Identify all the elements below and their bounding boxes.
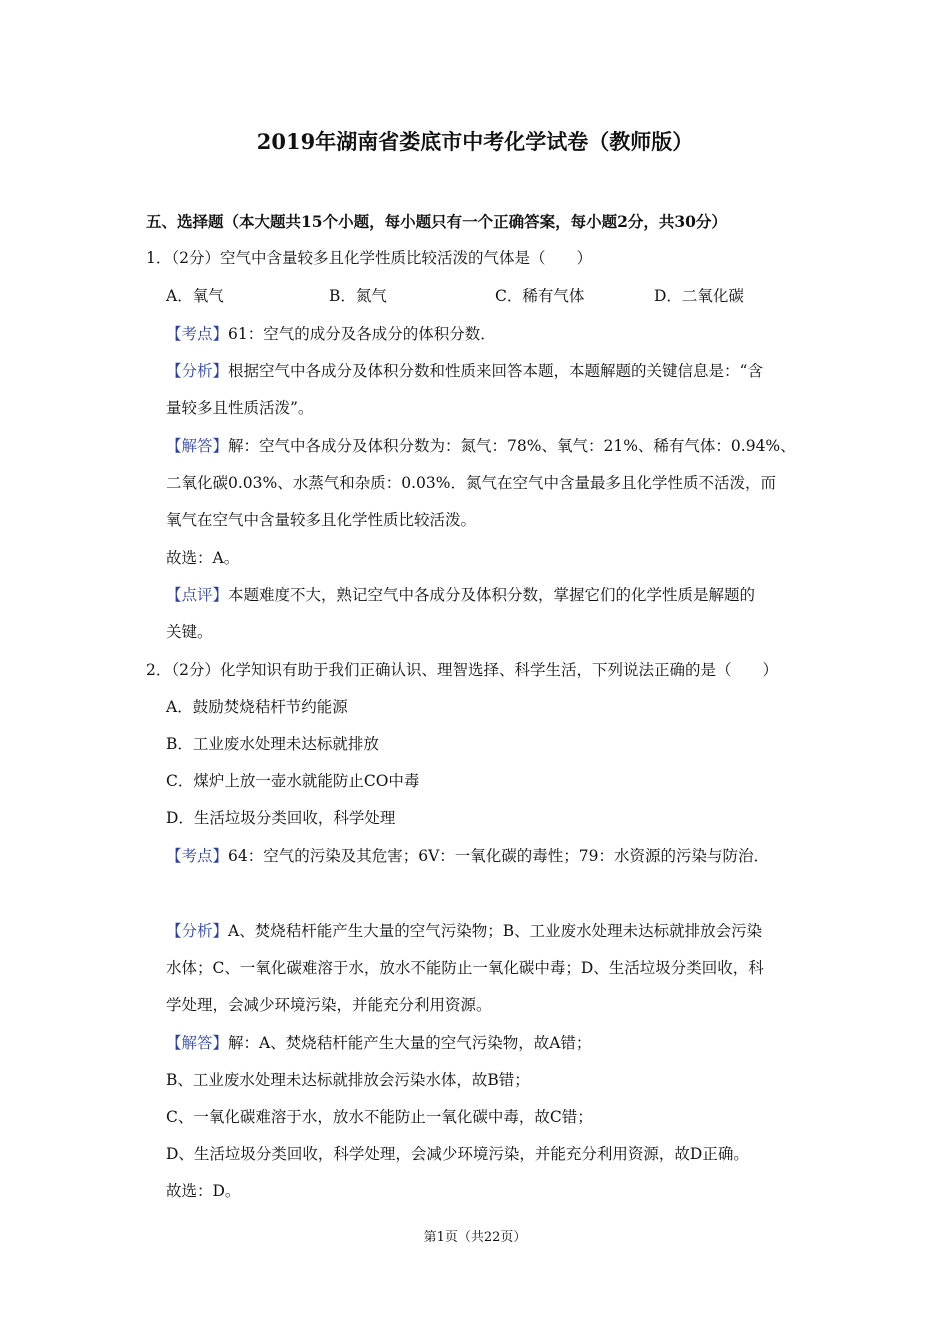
q1-jieda-line2: 二氧化碳0.03%、水蒸气和杂质：0.03%．氮气在空气中含量最多且化学性质不活泼，而 — [166, 474, 776, 492]
q2-option-a: A．鼓励焚烧秸杆节约能源 — [166, 698, 348, 716]
page-footer: 第1页（共22页） — [423, 1230, 527, 1245]
q2-fenxi-line2: 水体；C、一氧化碳难溶于水，放水不能防止一氧化碳中毒；D、生活垃圾分类回收，科 — [166, 959, 764, 977]
q2-answer: 故选：D。 — [166, 1182, 241, 1200]
q1-fenxi-line2: 量较多且性质活泼”。 — [166, 399, 314, 417]
q1-option-c: C．稀有气体 — [495, 287, 585, 305]
section-heading: 五、选择题（本大题共15个小题，每小题只有一个正确答案，每小题2分，共30分） — [146, 212, 727, 231]
jieda-tag: 【解答】 — [166, 1034, 229, 1052]
q1-dianping — [166, 585, 755, 605]
q2-stem: 2．（2分）化学知识有助于我们正确认识、理智选择、科学生活，下列说法正确的是（ ） — [146, 661, 778, 679]
q1-fenxi — [166, 361, 763, 381]
fenxi-tag: 【分析】 — [166, 922, 229, 940]
q2-option-d: D．生活垃圾分类回收，科学处理 — [166, 809, 396, 827]
q2-jieda-line4: D、生活垃圾分类回收，科学处理，会减少环境污染，并能充分利用资源，故D正确。 — [166, 1145, 749, 1163]
q1-option-d: D．二氧化碳 — [654, 287, 744, 305]
dianping-tag: 【点评】 — [166, 586, 229, 604]
q1-option-b: B．氮气 — [329, 287, 387, 305]
q2-kaodian — [166, 846, 769, 866]
q2-jieda — [166, 1033, 591, 1053]
jieda-text: 解：A、焚烧秸杆能产生大量的空气污染物，故A错； — [228, 1034, 592, 1052]
jieda-tag: 【解答】 — [166, 437, 229, 455]
q2-fenxi — [166, 921, 762, 941]
q2-jieda-line3: C、一氧化碳难溶于水，放水不能防止一氧化碳中毒，故C错； — [166, 1108, 593, 1126]
q1-dianping-line2: 关键。 — [166, 623, 213, 641]
q2-fenxi-line3: 学处理，会减少环境污染，并能充分利用资源。 — [166, 996, 492, 1014]
kaodian-tag: 【考点】 — [166, 325, 229, 343]
kaodian-text: 61：空气的成分及各成分的体积分数． — [228, 325, 496, 343]
q1-kaodian — [166, 324, 496, 344]
q1-stem: 1．（2分）空气中含量较多且化学性质比较活泼的气体是（ ） — [146, 249, 592, 267]
q1-option-a: A．氧气 — [166, 287, 224, 305]
kaodian-text: 64：空气的污染及其危害；6V：一氧化碳的毒性；79：水资源的污染与防治． — [228, 847, 770, 865]
q2-jieda-line2: B、工业废水处理未达标就排放会污染水体，故B错； — [166, 1071, 530, 1089]
fenxi-tag: 【分析】 — [166, 362, 229, 380]
q1-jieda — [166, 436, 796, 456]
fenxi-text: 根据空气中各成分及体积分数和性质来回答本题，本题解题的关键信息是：“含 — [228, 362, 763, 380]
q2-option-b: B．工业废水处理未达标就排放 — [166, 735, 379, 753]
document-title: 2019年湖南省娄底市中考化学试卷（教师版） — [256, 129, 694, 154]
q1-answer: 故选：A。 — [166, 549, 240, 567]
jieda-text: 解：空气中各成分及体积分数为：氮气：78%、氧气：21%、稀有气体：0.94%、 — [228, 437, 796, 455]
kaodian-tag: 【考点】 — [166, 847, 229, 865]
fenxi-text: A、焚烧秸杆能产生大量的空气污染物；B、工业废水处理未达标就排放会污染 — [228, 922, 763, 940]
q2-option-c: C．煤炉上放一壶水就能防止CO中毒 — [166, 772, 420, 790]
dianping-text: 本题难度不大，熟记空气中各成分及体积分数，掌握它们的化学性质是解题的 — [228, 586, 756, 604]
q1-jieda-line3: 氧气在空气中含量较多且化学性质比较活泼。 — [166, 511, 477, 529]
